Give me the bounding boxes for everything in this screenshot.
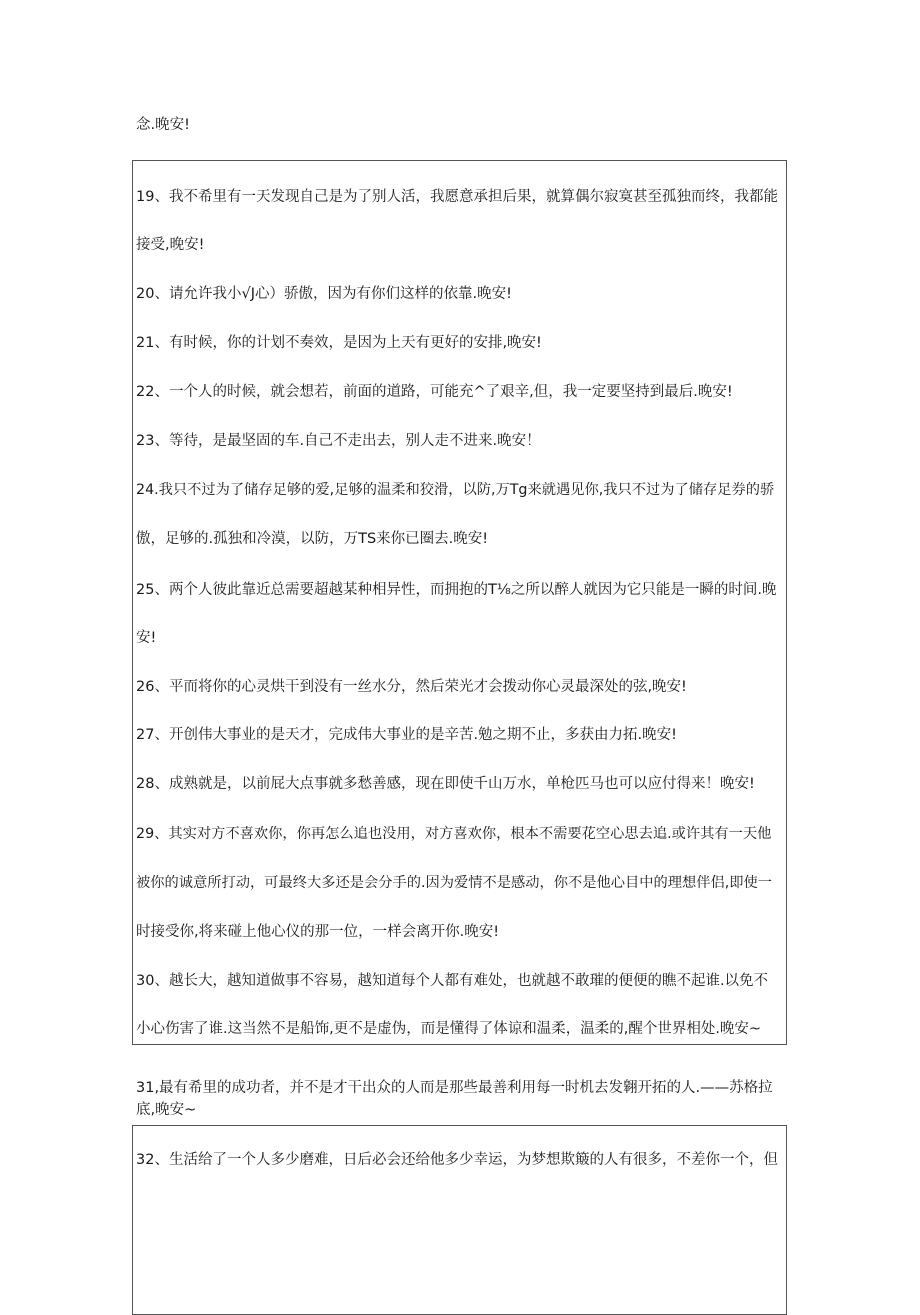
quote-line: 25、两个人彼此靠近总需要超越某种相异性，而拥抱的T⅛之所以醉人就因为它只能是一瞬的时间.晚: [136, 582, 777, 598]
quote-line: 19、我不希里有一天发现自己是为了别人活，我愿意承担后果，就算偶尔寂寞甚至孤独而终，我都能: [136, 189, 778, 205]
top-text: 念.晚安!: [136, 117, 190, 133]
quote-line: 安!: [136, 630, 157, 646]
quote-line: 28、成熟就是，以前屁大点事就多愁善感，现在即使千山万水，单枪匹马也可以应付得来！晚安!: [136, 776, 755, 792]
quote-line: 时接受你,将来碰上他心仪的那一位，一样会离开你.晚安!: [136, 924, 500, 940]
quote-line: 32、生活给了一个人多少磨难，日后必会还给他多少幸运，为梦想欺簸的人有很多，不差你一个，但: [136, 1152, 778, 1168]
quote-line: 22、一个人的时候，就会想若，前面的道路，可能充^了艰辛,但，我一定要坚持到最后.晚安!: [136, 384, 733, 400]
quote-line: 小心伤害了谁.这当然不是船饰,更不是虚伪，而是懂得了体谅和温柔，温柔的,醒个世界相处.晚安~: [136, 1021, 762, 1037]
quote-line: 傲，足够的.孤独和冷漠，以防，万TS来你已圈去.晚安!: [136, 531, 489, 547]
quote-line: 24.我只不过为了储存足够的爱,足够的温柔和狡滑，以防,万Tg来就遇见你,我只不过为了储存足券的骄: [136, 482, 775, 498]
quote-line: 接受,晚安!: [136, 237, 205, 253]
quote-line: 30、越长大，越知道做事不容易，越知道每个人都有难处，也就越不敢璀的便便的瞧不起谁.以免不: [136, 973, 769, 989]
paragraph-31: 31,最有希里的成功者，并不是才干出众的人而是那些最善利用每一时机去发翱开拓的人.——苏格拉底,晚安~: [136, 1080, 773, 1118]
quote-line: 被你的诚意所打动，可最终大多还是会分手的.因为爱情不是感动，你不是他心目中的理想伴侣,即使一: [136, 875, 773, 891]
quote-line: 23、等待，是最坚固的车.自己不走出去，别人走不进来.晚安！: [136, 433, 541, 449]
quote-line: 20、请允许我小√J心）骄傲，因为有你们这样的依靠.晚安!: [136, 286, 512, 302]
quote-line: 27、开创伟大事业的是天才，完成伟大事业的是辛苦.勉之期不止，多获由力拓.晚安!: [136, 727, 677, 743]
quote-line: 29、其实对方不喜欢你，你再怎么追也没用，对方喜欢你，根本不需要花空心思去追.或许其有一天他: [136, 826, 772, 842]
quote-line: 21、有时候，你的计划不奏效，是因为上天有更好的安排,晚安!: [136, 335, 542, 351]
quote-line: 26、平而将你的心灵烘干到没有一丝水分，然后荣光才会拨动你心灵最深处的弦,晚安!: [136, 679, 687, 695]
